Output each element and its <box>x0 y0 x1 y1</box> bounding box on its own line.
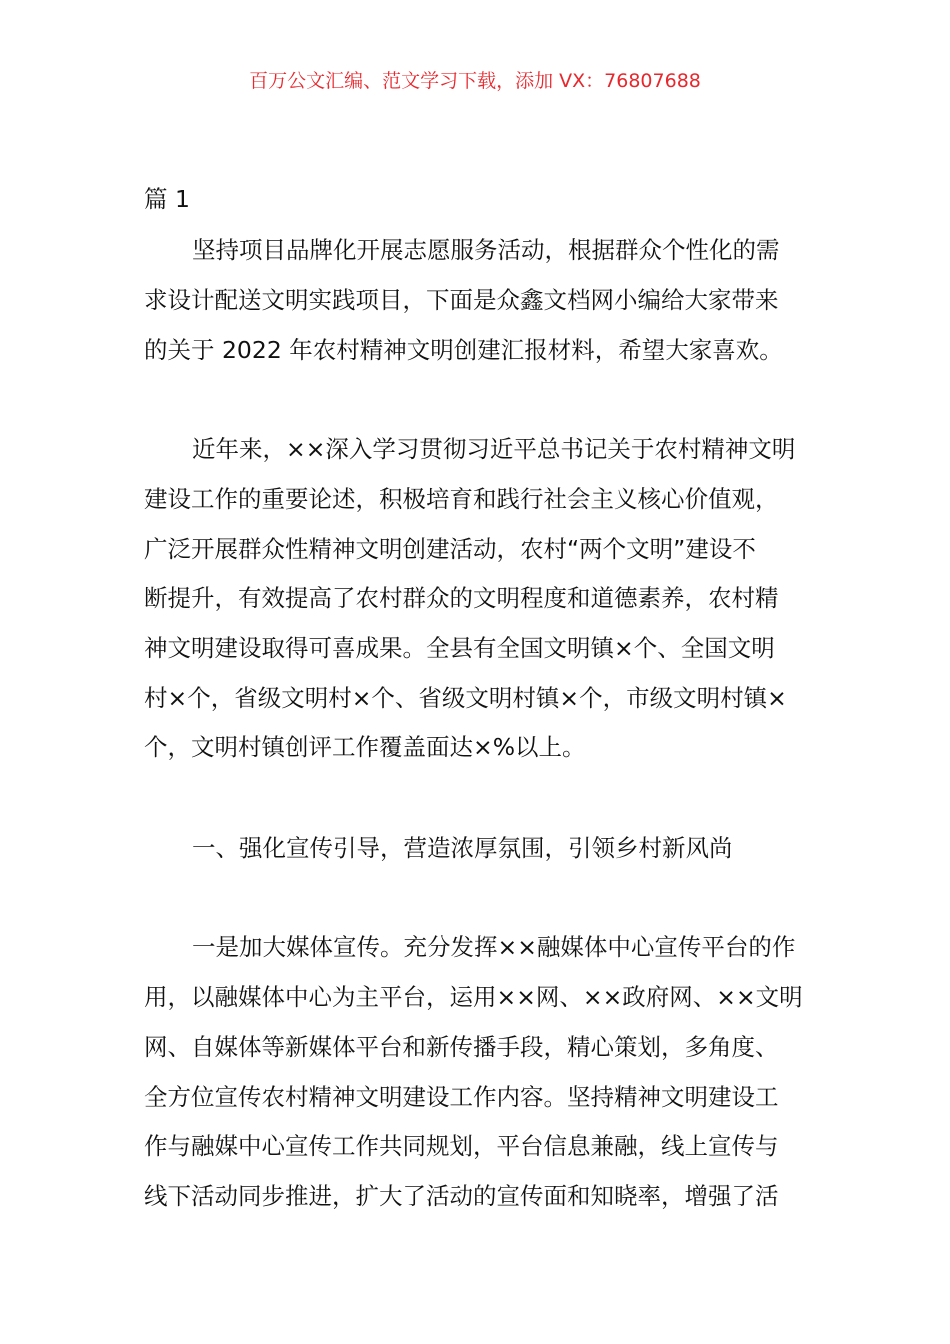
text-line: 坚持项目品牌化开展志愿服务活动，根据群众个性化的需 <box>192 236 780 264</box>
text-line: 用，以融媒体中心为主平台，运用××网、××政府网、××文明 <box>144 983 803 1011</box>
text-line: 的关于 2022 年农村精神文明创建汇报材料，希望大家喜欢。 <box>144 336 783 364</box>
text-line: 神文明建设取得可喜成果。全县有全国文明镇×个、全国文明 <box>144 634 775 662</box>
text-line: 断提升，有效提高了农村群众的文明程度和道德素养，农村精 <box>144 584 779 612</box>
watermark-header: 百万公文汇编、范文学习下载，添加 VX：76807688 <box>249 70 701 92</box>
text-line: 线下活动同步推进，扩大了活动的宣传面和知晓率，增强了活 <box>144 1182 779 1210</box>
text-line: 村×个，省级文明村×个、省级文明村镇×个，市级文明村镇× <box>144 684 787 712</box>
section-heading: 一、强化宣传引导，营造浓厚氛围，引领乡村新风尚 <box>192 834 733 862</box>
text-line: 建设工作的重要论述，积极培育和践行社会主义核心价值观， <box>144 485 779 513</box>
text-line: 作与融媒中心宣传工作共同规划，平台信息兼融，线上宣传与 <box>144 1132 779 1160</box>
text-line: 一是加大媒体宣传。充分发挥××融媒体中心宣传平台的作 <box>192 933 796 961</box>
text-line: 广泛开展群众性精神文明创建活动，农村“两个文明”建设不 <box>144 535 756 563</box>
text-line: 个，文明村镇创评工作覆盖面达×%以上。 <box>144 733 586 761</box>
text-line: 全方位宣传农村精神文明建设工作内容。坚持精神文明建设工 <box>144 1083 779 1111</box>
section-label: 篇 1 <box>144 185 190 213</box>
text-line: 近年来，××深入学习贯彻习近平总书记关于农村精神文明 <box>192 435 796 463</box>
text-line: 求设计配送文明实践项目，下面是众鑫文档网小编给大家带来 <box>144 286 779 314</box>
text-line: 网、自媒体等新媒体平台和新传播手段，精心策划，多角度、 <box>144 1033 779 1061</box>
